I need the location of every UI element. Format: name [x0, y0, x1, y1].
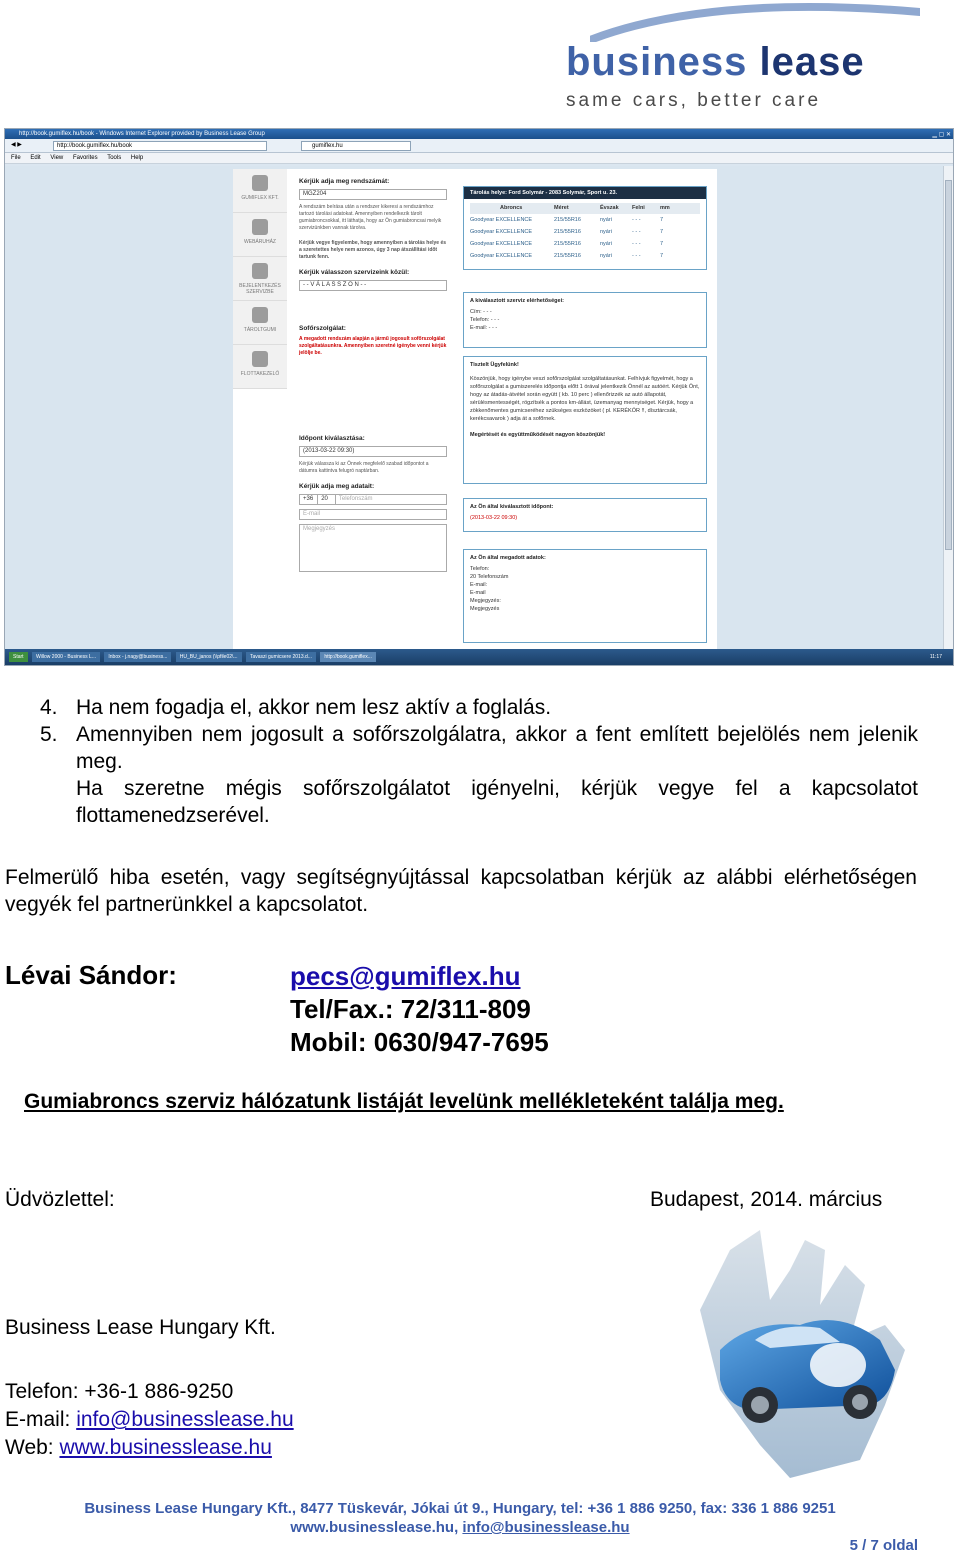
service-email: E-mail: - - - [470, 325, 498, 331]
menu-help[interactable]: Help [130, 155, 144, 161]
driver-note: A megadott rendszám alapján a jármű jogosult sofőrszolgálat szolgáltatásunkra. Amennyiben szeretné igénybe venni kérjük jelölje be. [299, 336, 447, 356]
phone-input[interactable]: Telefonszám [335, 495, 446, 504]
sidebar-item-bejelentkezes[interactable]: BEJELENTKEZÉS SZERVIZBE [233, 257, 287, 301]
storage-panel [463, 186, 707, 270]
greeting: Üdvözlettel: [5, 1188, 115, 1211]
table-row: Goodyear EXCELLENCE 215/55R16 nyári - - - 7 [470, 229, 664, 235]
contact-mobile: Mobil: 0630/947-7695 [290, 1027, 549, 1057]
plate-heading: Kérjük adja meg rendszámát: [299, 178, 390, 185]
logo-word-lease: lease [759, 40, 865, 84]
message-heading: Tisztelt Ügyfelünk! [470, 362, 519, 368]
company-name: Business Lease Hungary Kft. [5, 1316, 276, 1339]
back-forward-icon[interactable]: ◀ ▶ [11, 142, 22, 148]
scrollbar-thumb[interactable] [945, 180, 952, 550]
start-button[interactable]: Start [9, 652, 28, 662]
page-number: 5 / 7 oldal [849, 1537, 918, 1554]
table-row: Goodyear EXCELLENCE 215/55R16 nyári - - - 7 [470, 253, 664, 259]
logo-word-business: business [566, 40, 748, 84]
message-thanks: Megértését és együttműködését nagyon köszönjük! [470, 432, 606, 438]
list-item [40, 721, 918, 775]
contact-details [290, 960, 549, 1059]
menu-tools[interactable]: Tools [107, 155, 122, 161]
logo-tagline: same cars, better care [566, 90, 822, 111]
menu-edit[interactable]: Edit [30, 155, 41, 161]
attachment-note: Gumiabroncs szerviz hálózatunk listáját levelünk mellékleteként találja meg. [24, 1090, 784, 1113]
taskbar-item[interactable]: Inbox - j.nagy@business... [104, 652, 171, 662]
message-body: Köszönjük, hogy igénybe veszi sofőrszolgálat szolgáltatásunkat. Felhívjuk figyelmét, hogy a sofőrszolgálat a gumiszerelés időpontja előtt 1 órával jelentkezik Önnél az autóért. Kérjük Önt, hogy az átadás-átvétel során együtt ( kb. 10 perc ) ellenőrizzék az autó állapotát, sérülésmentességét, rögzítsék a pontos km-állást, üzemanyag mennyiséget. Kérjük, hogy a zökkenőmentes gumicseréhez szükséges eszközöket ( pl. KERÉKÖR !!, dísztárcsák, kerékcsavarok ) adja át a sofőrnek. [470, 376, 700, 422]
car-icon [252, 351, 268, 367]
vertical-scrollbar[interactable] [943, 166, 953, 649]
list-item [40, 775, 918, 829]
business-lease-logo [560, 0, 930, 118]
gumiflex-icon [252, 175, 268, 191]
taskbar-clock: 11:17 [929, 654, 942, 660]
email-input[interactable]: E-mail [299, 509, 447, 520]
service-heading: Kérjük válasszon szervizeink közül: [299, 269, 410, 276]
email-label: E-mail: [5, 1408, 77, 1431]
taskbar-item[interactable]: HU_BU_janos (\\pfile02\... [176, 652, 242, 662]
window-controls-icon[interactable]: ▁ ▢ ✕ [932, 132, 951, 138]
list-text: Ha szeretne mégis sofőrszolgálatot igényelni, kérjük vegye fel a kapcsolatot flottamenedzserével. [76, 777, 918, 827]
menu-favorites[interactable]: Favorites [72, 155, 98, 161]
given-email-value: E-mail [470, 590, 486, 596]
menu-file[interactable]: File [11, 155, 21, 161]
data-heading: Kérjük adja meg adatait: [299, 483, 375, 490]
given-phone-value: 20 Telefonszám [470, 574, 509, 580]
web-label: Web: [5, 1436, 60, 1459]
booking-form [299, 178, 447, 576]
plate-note: A rendszám beírása után a rendszer kikeresi a rendszámhoz tartozó tárolási adatokat. Amennyiben rendelkezik tárolt gumiabroncsokkal, itt láthatja, hogy az Ön gumiabroncsai melyik szervizünkben vannak tárolva. [299, 204, 442, 231]
ie-address-bar [5, 139, 953, 153]
contact-tel: Tel/Fax.: 72/311-809 [290, 994, 531, 1024]
service-address: Cím: - - - [470, 309, 492, 315]
storage-icon [252, 307, 268, 323]
phone-value: +36-1 886-9250 [84, 1380, 234, 1403]
phone-row [299, 494, 447, 505]
booking-sidebar [233, 169, 287, 389]
plate-input[interactable]: MGZ204 [299, 189, 447, 200]
list-number: 4. [40, 696, 58, 719]
embedded-booking-screenshot [4, 128, 954, 666]
ie-content-area [5, 166, 943, 649]
service-info-heading: A kiválasztott szerviz elérhetőségei: [470, 298, 564, 304]
menu-view[interactable]: View [50, 155, 64, 161]
sidebar-item-gumiflex[interactable]: GUMIFLEX KFT. [233, 169, 287, 213]
logo-wordmark [566, 40, 865, 85]
storage-table-header: Abroncs Méret Évszak Felni mm [470, 203, 700, 214]
sidebar-item-webaruhaz[interactable]: WEBÁRUHÁZ [233, 213, 287, 257]
phone-prefix: +36 [303, 496, 314, 502]
phone-label: Telefon: [5, 1380, 85, 1403]
browser-tab[interactable]: gumiflex.hu [301, 141, 411, 151]
footer-web[interactable]: www.businesslease.hu [290, 1519, 455, 1536]
ie-window-title: http://book.gumiflex.hu/book - Windows Internet Explorer provided by Business Lease Group [19, 131, 265, 137]
selected-time-heading: Az Ön által kiválasztott időpont: [470, 504, 554, 510]
table-row: Goodyear EXCELLENCE 215/55R16 nyári - - - 7 [470, 241, 664, 247]
contact-email-link[interactable]: pecs@gumiflex.hu [290, 961, 521, 991]
logo-swoosh-icon [590, 2, 920, 42]
message-panel [463, 356, 707, 484]
service-select[interactable]: - - V Á L A S S Z O N - - [299, 280, 447, 291]
list-text: Ha nem fogadja el, akkor nem lesz aktív a foglalás. [76, 696, 552, 719]
list-text: Amennyiben nem jogosult a sofőrszolgálatra, akkor a fent említett bejelölés nem jelenik meg. [76, 723, 918, 773]
taskbar-item-active[interactable]: http://book.gumiflex... [320, 652, 376, 662]
given-data-panel [463, 549, 707, 643]
selected-time-panel [463, 498, 707, 532]
storage-title: Tárolás helye: Ford Solymár - 2083 Solymár, Sport u. 23. [464, 187, 706, 199]
footer-address: Business Lease Hungary Kft., 8477 Tüskevár, Jókai út 9., Hungary, tel: +36 1 886 9250, fax: 336 1 886 9251 [84, 1500, 836, 1517]
contact-name: Lévai Sándor: [5, 960, 177, 990]
company-web-link[interactable]: www.businesslease.hu [59, 1436, 272, 1459]
given-comment-value: Megjegyzés [470, 606, 500, 612]
footer-links: www.businesslease.hu, info@businesslease.hu [290, 1519, 630, 1536]
given-email-label: E-mail: [470, 582, 488, 588]
driver-heading: Sofőrszolgálat: [299, 325, 346, 332]
list-number: 5. [40, 723, 58, 746]
phone-area-select[interactable]: 20 [317, 495, 331, 504]
date-note: Kérjük válassza ki az Önnek megfelelő szabad időpontot a dátumra kattintva felugró naptárban. [299, 461, 429, 474]
windows-taskbar [5, 649, 953, 665]
gear-icon [252, 263, 268, 279]
support-paragraph: Felmerülő hiba esetén, vagy segítségnyújtással kapcsolatban kérjük az alábbi elérhetőségen vegyék fel partnerünkkel a kapcsolatot. [5, 866, 917, 916]
list-number [40, 775, 76, 829]
list-item [40, 694, 918, 721]
given-data-heading: Az Ön által megadott adatok: [470, 555, 546, 561]
numbered-list [40, 694, 918, 829]
taskbar-item[interactable]: Willow 2000 - Business L... [32, 652, 100, 662]
selected-time-value: (2013-03-22 09:30) [470, 515, 518, 521]
sidebar-item-flottakezelo[interactable]: FLOTTAKEZELŐ [233, 345, 287, 389]
date-input[interactable]: (2013-03-22 09:30) [299, 446, 447, 457]
place-date: Budapest, 2014. március [650, 1188, 883, 1211]
service-info-panel [463, 292, 707, 348]
given-comment-label: Megjegyzés: [470, 598, 501, 604]
company-email-link[interactable]: info@businesslease.hu [76, 1408, 294, 1431]
given-phone-label: Telefon: [470, 566, 490, 572]
company-contacts [5, 1378, 294, 1462]
service-phone: Telefon: - - - [470, 317, 500, 323]
address-field[interactable]: http://book.gumiflex.hu/book [53, 141, 267, 151]
cart-icon [252, 219, 268, 235]
date-heading: Időpont kiválasztása: [299, 435, 365, 442]
hand-with-car-image [690, 1230, 920, 1480]
table-row: Goodyear EXCELLENCE 215/55R16 nyári - - - 7 [470, 217, 664, 223]
footer-email-link[interactable]: info@businesslease.hu [462, 1519, 630, 1536]
taskbar-item[interactable]: Tavaszi gumicsere 2013.d... [246, 652, 316, 662]
sidebar-item-taroltgumi[interactable]: TÁROLTGUMI [233, 301, 287, 345]
comment-textarea[interactable]: Megjegyzés [299, 524, 447, 572]
ie-title-bar [5, 129, 953, 139]
ie-menu-bar [5, 153, 953, 164]
plate-note-2: Kérjük vegye figyelembe, hogy amennyiben a tárolás helye és a szeretettes helye nem azonos, úgy 3 nap átszállítási időt tartunk fenn. [299, 240, 447, 260]
